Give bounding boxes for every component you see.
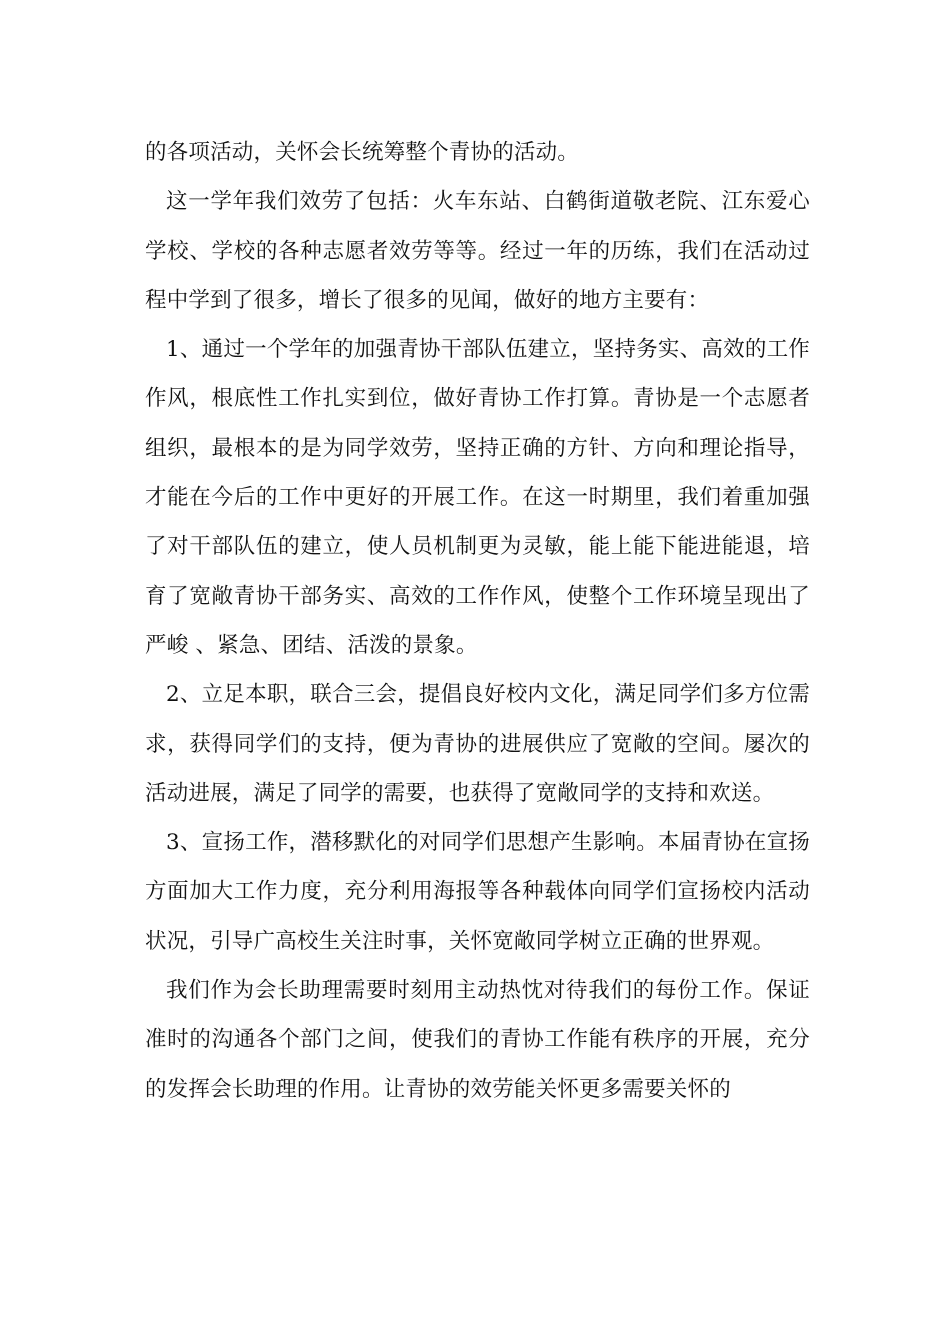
paragraph-point-1: 1、通过一个学年的加强青协干部队伍建立，坚持务实、高效的工作作风，根底性工作扎实到位，做好青协工作打算。青协是一个志愿者组织，最根本的是为同学效劳，坚持正确的方针、方向和理论指导，才能在今后的工作中更好的开展工作。在这一时期里，我们着重加强了对干部队伍的建立，使人员机制更为灵敏，能上能下能进能退，培育了宽敞青协干部务实、高效的工作作风，使整个工作环境呈现出了严峻 、紧急、团结、活泼的景象。 (145, 337, 810, 658)
paragraph-continuation: 的各项活动，关怀会长统筹整个青协的活动。 (145, 140, 580, 165)
paragraph-point-3: 3、宣扬工作，潜移默化的对同学们思想产生影响。本届青协在宣扬方面加大工作力度，充分利用海报等各种载体向同学们宣扬校内活动状况，引导广高校生关注时事，关怀宽敞同学树立正确的世界观。 (145, 830, 810, 954)
paragraph-service-summary: 这一学年我们效劳了包括：火车东站、白鹤街道敬老院、江东爱心学校、学校的各种志愿者效劳等等。经过一年的历练，我们在活动过程中学到了很多，增长了很多的见闻，做好的地方主要有： (145, 189, 810, 313)
paragraph-assistant-role: 我们作为会长助理需要时刻用主动热忱对待我们的每份工作。保证准时的沟通各个部门之间，使我们的青协工作能有秩序的开展，充分的发挥会长助理的作用。让青协的效劳能关怀更多需要关怀的 (145, 978, 810, 1102)
document-body (145, 128, 810, 1114)
paragraph-point-2: 2、立足本职，联合三会，提倡良好校内文化，满足同学们多方位需求，获得同学们的支持，便为青协的进展供应了宽敞的空间。屡次的活动进展，满足了同学的需要，也获得了宽敞同学的支持和欢送。 (145, 682, 810, 806)
